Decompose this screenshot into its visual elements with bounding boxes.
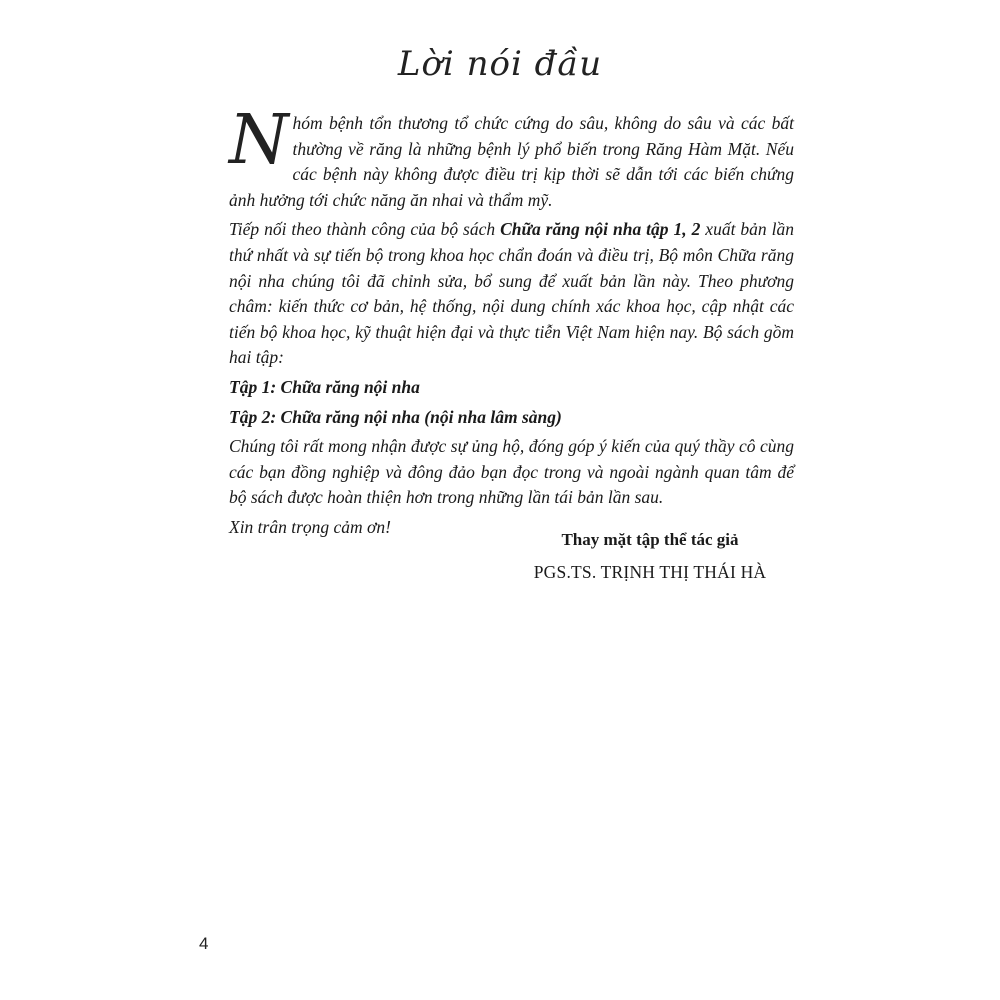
page-number: 4: [199, 934, 209, 953]
continuation-paragraph: [229, 217, 794, 371]
volume-2: Tập 2: Chữa răng nội nha (nội nha lâm sàng): [229, 406, 562, 427]
drop-cap: N: [229, 101, 289, 180]
continuation-text-before: Tiếp nối theo thành công của bộ sách: [229, 219, 501, 240]
book-title: Chữa răng nội nha tập 1, 2: [500, 219, 701, 240]
intro-paragraph: [229, 101, 794, 213]
feedback-paragraph: Chúng tôi rất mong nhận được sự ủng hộ, đóng góp ý kiến của quý thầy cô cùng các bạn đồng nghiệp và đông đảo bạn đọc trong và ngoài ngành quan tâm để bộ sách được hoàn thiện hơn trong những lần tái bản lần sau.: [229, 436, 794, 508]
continuation-text-after: xuất bản lần thứ nhất và sự tiến bộ trong khoa học chẩn đoán và điều trị, Bộ môn Chữa răng nội nha chúng tôi đã chỉnh sửa, bổ sung để xuất bản lần này. Theo phương châm: kiến thức cơ bản, hệ thống, nội dung chính xác khoa học, cập nhật các tiến bộ khoa học, kỹ thuật hiện đại và thực tiễn Việt Nam hiện nay. Bộ sách gồm hai tập:: [229, 219, 794, 368]
volume-1: Tập 1: Chữa răng nội nha: [229, 376, 420, 397]
intro-text: hóm bệnh tổn thương tổ chức cứng do sâu, không do sâu và các bất thường về răng là những bệnh lý phổ biến trong Răng Hàm Mặt. Nếu các bệnh này không được điều trị kịp thời sẽ dẫn tới các biến chứng ảnh hưởng tới chức năng ăn nhai và thẩm mỹ.: [229, 113, 794, 210]
signature-role: Thay mặt tập thể tác giả: [561, 530, 739, 549]
page-title: Lời nói đầu: [397, 44, 603, 84]
signature-name: PGS.TS. TRỊNH THỊ THÁI HÀ: [533, 562, 767, 582]
closing-line: Xin trân trọng cảm ơn!: [229, 516, 391, 537]
preface-body: [229, 101, 794, 545]
